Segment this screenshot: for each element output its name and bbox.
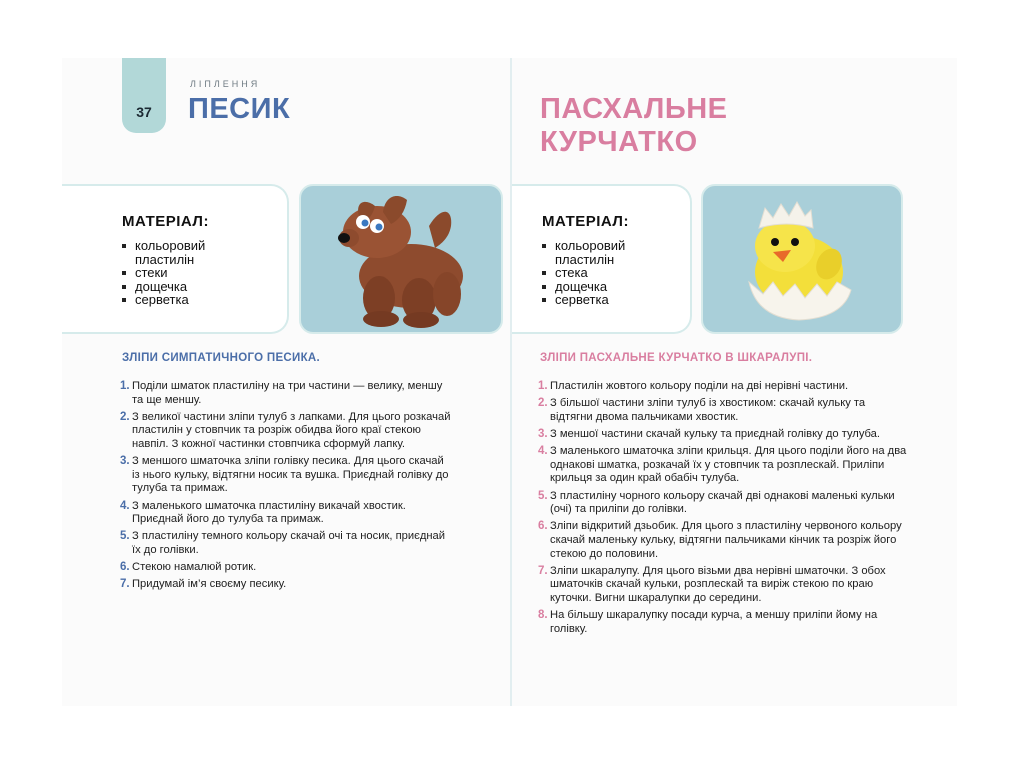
step-number: 8. — [538, 609, 548, 622]
step-text: Зліпи шкаралупу. Для цього візьми два нерівні шматочки. З обох шматочків скачай кульки, розплескай та виріж стекою по краю куточки. Вигни шкаралупки до середини. — [550, 564, 886, 604]
left-materials-label: МАТЕРІАЛ: — [122, 213, 209, 230]
list-item — [538, 520, 908, 561]
step-number: 5. — [538, 489, 548, 502]
list-item: серветка — [122, 293, 232, 307]
page-number: 37 — [136, 104, 152, 120]
step-number: 6. — [538, 520, 548, 533]
step-number: 6. — [120, 561, 130, 574]
list-item — [538, 565, 908, 606]
chick-image — [701, 184, 903, 334]
right-materials-list — [542, 239, 652, 307]
list-item: кольоровий пластилін — [122, 239, 232, 266]
step-number: 3. — [538, 427, 548, 440]
step-text: З більшої частини зліпи тулуб із хвостиком: скачай кульку та відтягни двома пальчиками хвостик. — [550, 397, 866, 423]
step-text: З великої частини зліпи тулуб з лапками. Для цього розкачай пластилін у стовпчик та розріж обидва його краї стекою навпіл. З кожної частинки стовпчика сформуй лапку. — [132, 410, 451, 450]
step-number: 2. — [538, 397, 548, 410]
page-tab — [122, 58, 166, 133]
list-item: серветка — [542, 293, 652, 307]
list-item — [538, 428, 908, 442]
list-item — [120, 500, 452, 527]
right-title — [540, 93, 800, 159]
clay-dog-icon — [301, 186, 501, 332]
list-item — [120, 380, 452, 407]
left-title: ПЕСИК — [188, 93, 291, 125]
step-text: З маленького шматочка зліпи крильця. Для цього поділи його на два однакові шматка, розкачай їх у стовпчик та розплескай. Приліпи крильця за один край обабіч тулуба. — [550, 445, 907, 485]
list-item — [120, 561, 452, 575]
step-text: З меншого шматочка зліпи голівку песика. Для цього скачай із нього кульку, відтягни носик та вушка. Приєднай голівку до тулуба та примаж. — [132, 455, 449, 495]
right-title-line1: ПАСХАЛЬНЕ — [540, 93, 728, 125]
list-item: дощечка — [122, 280, 232, 294]
list-item — [120, 530, 452, 557]
step-number: 1. — [120, 380, 130, 392]
section-label: ЛІПЛЕННЯ — [190, 79, 261, 89]
step-text: На більшу шкаралупку посади курча, а меншу приліпи йому на голівку. — [550, 609, 878, 635]
list-item — [120, 455, 452, 496]
right-title-line2: КУРЧАТКО — [540, 126, 698, 158]
step-text: Зліпи відкритий дзьобик. Для цього з пластиліну червоного кольору скачай маленьку кульку, відтягни пальчиками кінчик та розріж його стекою до половини. — [550, 520, 902, 560]
list-item: кольоровий пластилін — [542, 239, 652, 266]
step-text: З меншої частини скачай кульку та приєднай голівку до тулуба. — [550, 427, 881, 440]
step-number: 3. — [120, 455, 130, 468]
page-spine — [510, 58, 512, 706]
step-text: Поділи шматок пластиліну на три частини — велику, меншу та ще меншу. — [132, 380, 443, 406]
right-materials-label: МАТЕРІАЛ: — [542, 213, 629, 230]
left-steps-list — [120, 380, 452, 595]
step-text: Придумай ім’я своєму песику. — [132, 578, 287, 591]
step-text: Стекою намалюй ротик. — [132, 561, 257, 574]
right-steps-list — [538, 380, 908, 640]
list-item — [120, 411, 452, 452]
step-text: З маленького шматочка пластиліну викачай хвостик. Приєднай його до тулуба та примаж. — [132, 499, 406, 526]
left-materials-list — [122, 239, 232, 307]
step-text: З пластиліну темного кольору скачай очі та носик, приєднай їх до голівки. — [132, 530, 445, 556]
list-item: стека — [542, 266, 652, 280]
step-number: 4. — [120, 499, 130, 512]
clay-chick-icon — [703, 186, 901, 332]
list-item — [538, 490, 908, 517]
step-text: З пластиліну чорного кольору скачай дві однакові маленькі кульки (очі) та приліпи до голівки. — [550, 489, 895, 516]
step-number: 2. — [120, 410, 130, 423]
step-number: 7. — [538, 564, 548, 577]
list-item — [538, 445, 908, 486]
list-item — [538, 609, 908, 636]
left-subheading: ЗЛІПИ СИМПАТИЧНОГО ПЕСИКА. — [122, 352, 321, 364]
list-item: дощечка — [542, 280, 652, 294]
step-number: 7. — [120, 578, 130, 591]
list-item — [120, 578, 452, 592]
step-number: 4. — [538, 445, 548, 458]
step-number: 5. — [120, 530, 130, 543]
list-item — [538, 380, 908, 394]
dog-image — [299, 184, 503, 334]
right-subheading: ЗЛІПИ ПАСХАЛЬНЕ КУРЧАТКО В ШКАРАЛУПІ. — [540, 352, 813, 364]
list-item — [538, 397, 908, 424]
step-number: 1. — [538, 380, 548, 392]
list-item: стеки — [122, 266, 232, 280]
step-text: Пластилін жовтого кольору поділи на дві нерівні частини. — [550, 380, 849, 392]
